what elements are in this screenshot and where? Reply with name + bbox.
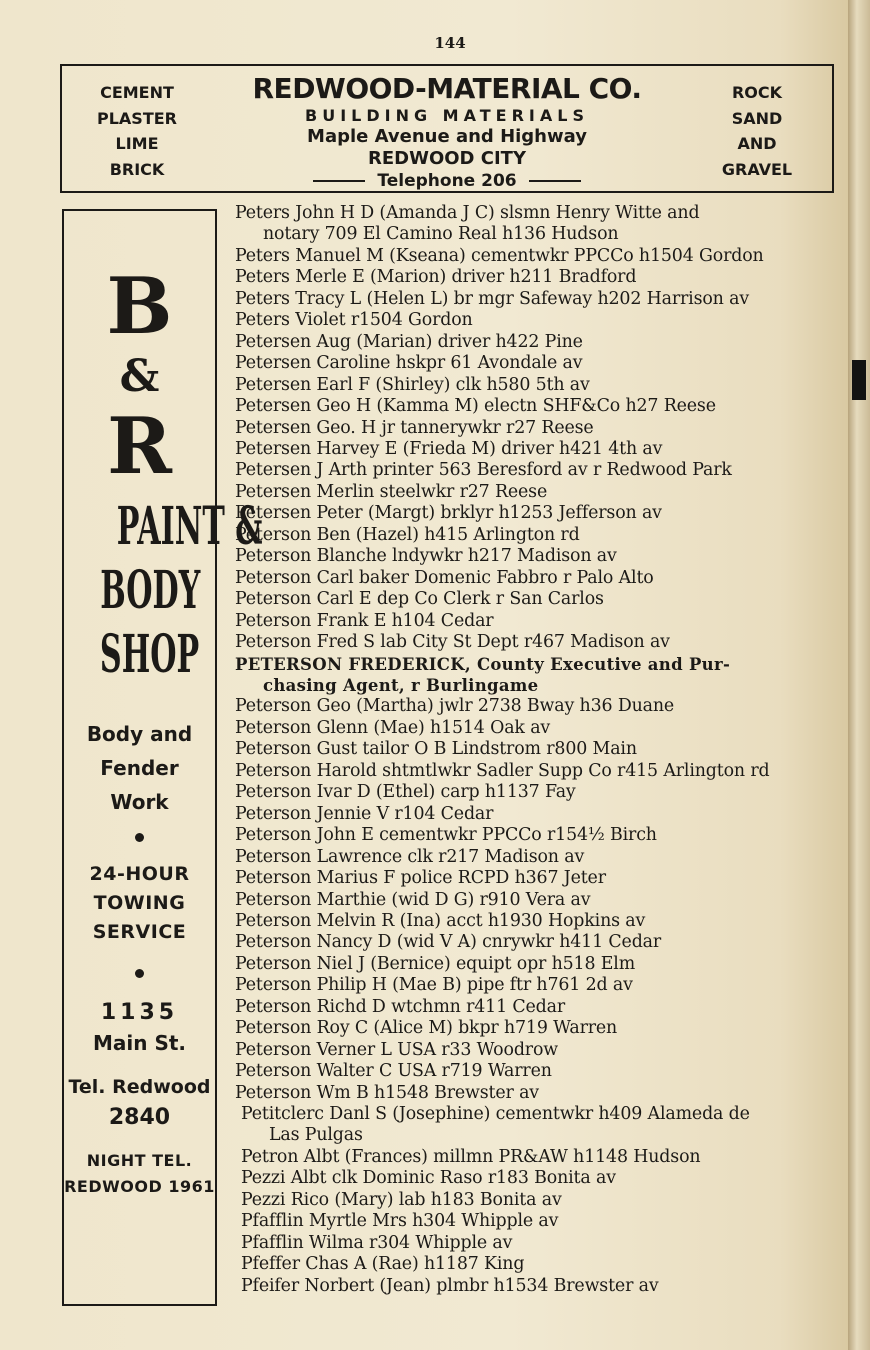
towing-line: TOWING [93, 892, 186, 914]
service-line: Body and [86, 722, 193, 746]
redwood-material-advertisement [60, 64, 834, 193]
bullet-icon [135, 969, 144, 978]
directory-entry [235, 1018, 840, 1039]
logo-ampersand: & [119, 351, 160, 402]
directory-entry [235, 289, 840, 310]
entry-text: Pfafflin Wilma r304 Whipple av [241, 1232, 513, 1253]
product-item: CEMENT [100, 83, 174, 102]
directory-entry [235, 203, 840, 246]
product-item: SAND [731, 108, 783, 128]
towing-line: SERVICE [92, 921, 187, 943]
directory-entry [235, 739, 840, 760]
entry-text: Petersen Merlin steelwkr r27 Reese [235, 481, 548, 502]
directory-entry [235, 439, 840, 460]
bullet-icon [135, 833, 144, 842]
directory-entry [235, 696, 840, 717]
directory-entry [235, 1190, 840, 1211]
directory-entry [235, 654, 840, 697]
entry-text: Peterson Marius F police RCPD h367 Jeter [235, 868, 606, 889]
directory-listings [235, 203, 840, 1297]
directory-entry [235, 825, 840, 846]
entry-text: Petersen Caroline hskpr 61 Avondale av [235, 353, 583, 374]
directory-entry [235, 310, 840, 331]
product-item: LIME [115, 134, 159, 153]
entry-text: Peterson Jennie V r104 Cedar [235, 803, 494, 824]
entry-text: Peterson Carl baker Domenic Fabbro r Palo Alto [235, 567, 654, 588]
br-paint-body-shop-advertisement [62, 209, 263, 1306]
entry-text: Pfeffer Chas A (Rae) h1187 King [241, 1254, 525, 1275]
directory-entry [235, 782, 840, 803]
entry-text: Petersen Geo H (Kamma M) electn SHF&Co h27 Reese [235, 396, 716, 417]
towing-line: 24-HOUR [89, 863, 190, 885]
entry-text: Peters Violet r1504 Gordon [235, 310, 473, 331]
entry-text: Peterson Lawrence clk r217 Madison av [235, 846, 585, 867]
entry-text: Peterson Gust tailor O B Lindstrom r800 Main [235, 739, 637, 760]
product-item: ROCK [731, 83, 783, 102]
entry-text: Peterson Frank E h104 Cedar [235, 610, 494, 631]
entry-text: Peterson Richd D wtchmn r411 Cedar [235, 996, 566, 1017]
entry-text: Peters Tracy L (Helen L) br mgr Safeway h202 Harrison av [235, 288, 750, 309]
company-address: Maple Avenue and Highway [307, 126, 587, 147]
directory-entry [235, 718, 840, 739]
directory-entry [235, 267, 840, 288]
entry-text: Peters Manuel M (Kseana) cementwkr PPCCo h1504 Gordon [235, 245, 764, 266]
directory-entry [235, 546, 840, 567]
entry-text: Peterson Philip H (Mae B) pipe ftr h761 2d av [235, 975, 633, 996]
divider [313, 180, 365, 182]
directory-entry [235, 1276, 840, 1297]
header-center-block [212, 72, 682, 192]
entry-text: Peterson Carl E dep Co Clerk r San Carlos [235, 589, 604, 610]
directory-entry [235, 332, 840, 353]
directory-entry [235, 911, 840, 932]
entry-text: Peterson John E cementwkr PPCCo r154½ Birch [235, 825, 657, 846]
directory-entry [235, 1233, 840, 1254]
directory-entry [235, 375, 840, 396]
directory-entry [235, 353, 840, 374]
entry-text: PETERSON FREDERICK, County Executive and Pur- [235, 654, 731, 674]
thumb-index-tab [852, 360, 866, 400]
entry-text: Peterson Melvin R (Ina) acct h1930 Hopkins av [235, 910, 646, 931]
entry-continuation: chasing Agent, r Burlingame [263, 675, 539, 695]
entry-text: Peterson Marthie (wid D G) r910 Vera av [235, 889, 591, 910]
company-phone-row [212, 170, 682, 192]
logo-letter-r: R [107, 401, 172, 492]
page-gutter [848, 0, 870, 1350]
shop-street-number: 1135 [100, 1000, 179, 1025]
company-name: REDWOOD-MATERIAL CO. [252, 72, 642, 105]
page-number: 144 [434, 34, 466, 52]
directory-entry [235, 1061, 840, 1082]
entry-text: Peterson Blanche lndywkr h217 Madison av [235, 546, 617, 567]
shop-tel-label: Tel. Redwood [68, 1076, 211, 1098]
entry-text: Petersen Harvey E (Frieda M) driver h421 4th av [235, 438, 663, 459]
shop-name-line-3: SHOP [99, 624, 200, 685]
entry-text: Pezzi Albt clk Dominic Raso r183 Bonita av [241, 1168, 616, 1189]
night-tel-label: NIGHT TEL. [86, 1151, 193, 1170]
entry-text: Peters Merle E (Marion) driver h211 Bradford [235, 267, 637, 288]
entry-continuation: notary 709 El Camino Real h136 Hudson [263, 224, 619, 245]
directory-entry [235, 418, 840, 439]
directory-entry [235, 246, 840, 267]
header-left-products [62, 80, 212, 182]
product-item: PLASTER [97, 108, 177, 128]
directory-entry [235, 761, 840, 782]
directory-entry [235, 396, 840, 417]
directory-entry [235, 589, 840, 610]
entry-text: Pfeifer Norbert (Jean) plmbr h1534 Brewster av [241, 1275, 659, 1296]
entry-text: Peterson Verner L USA r33 Woodrow [235, 1039, 559, 1060]
product-item: GRAVEL [721, 159, 793, 179]
entry-text: Peterson Wm B h1548 Brewster av [235, 1082, 539, 1103]
directory-entry [235, 1083, 840, 1104]
directory-entry [235, 954, 840, 975]
directory-entry [235, 482, 840, 503]
night-tel-number: REDWOOD 1961 [64, 1177, 215, 1196]
product-item: AND [737, 134, 777, 153]
entry-text: Peterson Ben (Hazel) h415 Arlington rd [235, 524, 580, 545]
entry-text: Petersen Peter (Margt) brklyr h1253 Jefferson av [235, 503, 662, 524]
entry-text: Peterson Niel J (Bernice) equipt opr h518 Elm [235, 953, 636, 974]
entry-text: Petersen Aug (Marian) driver h422 Pine [235, 331, 583, 352]
company-tagline: BUILDING MATERIALS [305, 106, 589, 125]
directory-entry [235, 932, 840, 953]
product-item: BRICK [109, 159, 165, 179]
service-line: Fender [100, 756, 179, 780]
directory-entry [235, 568, 840, 589]
directory-entry [235, 890, 840, 911]
directory-entry [235, 975, 840, 996]
company-city: REDWOOD CITY [368, 148, 526, 169]
entry-text: Peterson Ivar D (Ethel) carp h1137 Fay [235, 782, 576, 803]
entry-text: Peterson Walter C USA r719 Warren [235, 1061, 552, 1082]
entry-text: Pfafflin Myrtle Mrs h304 Whipple av [241, 1211, 559, 1232]
directory-entry [235, 1040, 840, 1061]
company-phone: Telephone 206 [377, 171, 517, 191]
entry-text: Peters John H D (Amanda J C) slsmn Henry Witte and [235, 203, 700, 223]
entry-text: Petron Albt (Frances) millmn PR&AW h1148 Hudson [241, 1146, 701, 1167]
entry-text: Petersen Earl F (Shirley) clk h580 5th av [235, 374, 590, 395]
header-right-products [682, 80, 832, 182]
directory-entry [235, 997, 840, 1018]
service-line: Work [110, 790, 169, 814]
shop-tel-number: 2840 [108, 1105, 171, 1130]
directory-entry [235, 1211, 840, 1232]
entry-text: Peterson Geo (Martha) jwlr 2738 Bway h36 Duane [235, 696, 675, 717]
directory-entry [235, 1147, 840, 1168]
shop-name-line-1: PAINT & [116, 496, 263, 557]
directory-entry [235, 868, 840, 889]
entry-text: Peterson Nancy D (wid V A) cnrywkr h411 Cedar [235, 932, 662, 953]
entry-text: Peterson Harold shtmtlwkr Sadler Supp Co r415 Arlington rd [235, 760, 770, 781]
directory-entry [235, 804, 840, 825]
shop-street-name: Main St. [92, 1031, 187, 1055]
logo-letter-b: B [106, 261, 173, 352]
directory-entry [235, 503, 840, 524]
directory-entry [235, 1104, 840, 1147]
entry-continuation: Las Pulgas [269, 1125, 363, 1146]
entry-text: Peterson Fred S lab City St Dept r467 Madison av [235, 632, 670, 653]
divider [529, 180, 581, 182]
directory-entry [235, 525, 840, 546]
entry-text: Petersen Geo. H jr tannerywkr r27 Reese [235, 417, 594, 438]
shop-name-line-2: BODY [100, 560, 201, 621]
directory-entry [235, 1168, 840, 1189]
directory-entry [235, 460, 840, 481]
entry-text: Peterson Glenn (Mae) h1514 Oak av [235, 717, 551, 738]
directory-entry [235, 847, 840, 868]
directory-entry [235, 1254, 840, 1275]
directory-entry [235, 611, 840, 632]
directory-entry [235, 632, 840, 653]
entry-text: Pezzi Rico (Mary) lab h183 Bonita av [241, 1189, 562, 1210]
entry-text: Petitclerc Danl S (Josephine) cementwkr h409 Alameda de [241, 1104, 750, 1125]
entry-text: Peterson Roy C (Alice M) bkpr h719 Warren [235, 1018, 618, 1039]
entry-text: Petersen J Arth printer 563 Beresford av r Redwood Park [235, 460, 732, 481]
